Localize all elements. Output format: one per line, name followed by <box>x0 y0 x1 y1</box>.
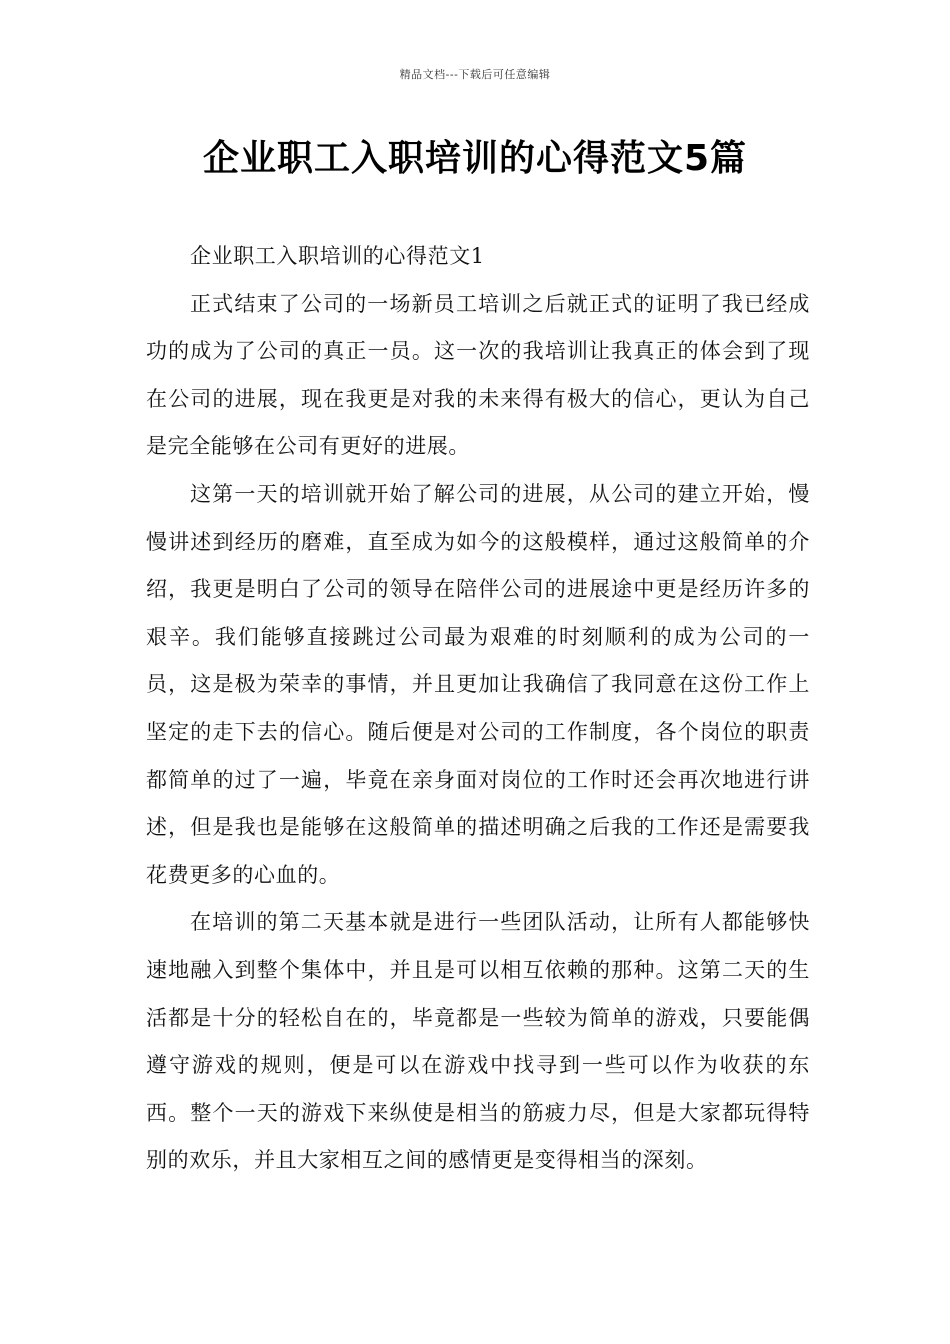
header-note: 精品文档---下载后可任意编辑 <box>399 68 551 81</box>
document-body <box>146 233 810 1185</box>
paragraph-2: 这第一天的培训就开始了解公司的进展，从公司的建立开始，慢慢讲述到经历的磨难，直至成为如今的这般模样，通过这般简单的介绍，我更是明白了公司的领导在陪伴公司的进展途中更是经历许多的艰辛。我们能够直接跳过公司最为艰难的时刻顺利的成为公司的一员，这是极为荣幸的事情，并且更加让我确信了我同意在这份工作上坚定的走下去的信心。随后便是对公司的工作制度，各个岗位的职责都简单的过了一遍，毕竟在亲身面对岗位的工作时还会再次地进行讲述，但是我也是能够在这般简单的描述明确之后我的工作还是需要我花费更多的心血的。 <box>146 481 810 887</box>
section-subheading: 企业职工入职培训的心得范文1 <box>190 244 485 268</box>
document-title: 企业职工入职培训的心得范文5篇 <box>202 138 748 179</box>
paragraph-3: 在培训的第二天基本就是进行一些团队活动，让所有人都能够快速地融入到整个集体中，并且是可以相互依赖的那种。这第二天的生活都是十分的轻松自在的，毕竟都是一些较为简单的游戏，只要能偶遵守游戏的规则，便是可以在游戏中找寻到一些可以作为收获的东西。整个一天的游戏下来纵使是相当的筋疲力尽，但是大家都玩得特别的欢乐，并且大家相互之间的感情更是变得相当的深刻。 <box>146 910 810 1173</box>
paragraph-1: 正式结束了公司的一场新员工培训之后就正式的证明了我已经成功的成为了公司的真正一员。这一次的我培训让我真正的体会到了现在公司的进展，现在我更是对我的未来得有极大的信心，更认为自己是完全能够在公司有更好的进展。 <box>146 291 810 459</box>
